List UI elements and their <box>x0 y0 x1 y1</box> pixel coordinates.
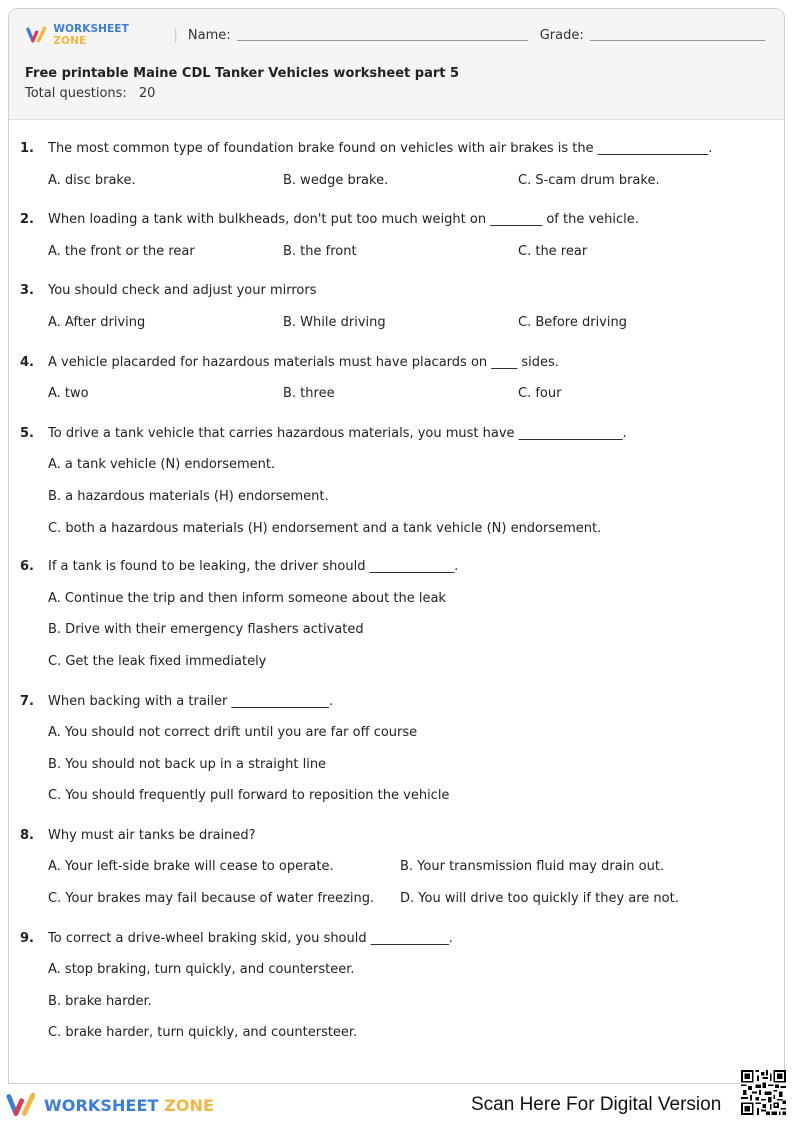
question-text: When backing with a trailer _______________. <box>48 694 334 709</box>
worksheet-card <box>8 8 785 1084</box>
option-c[interactable]: C. Get the leak fixed immediately <box>48 654 267 669</box>
option-c[interactable]: C. Your brakes may fail because of water freezing. <box>48 891 375 906</box>
option-c[interactable]: C. Before driving <box>518 315 627 330</box>
question-text: To correct a drive-wheel braking skid, you should ____________. <box>48 931 453 946</box>
worksheetzone-logo-icon <box>26 26 49 44</box>
brand-logo <box>26 23 162 47</box>
qr-code-icon[interactable] <box>741 1070 786 1115</box>
total-questions-label: Total questions: <box>25 86 127 101</box>
option-a[interactable]: A. disc brake. <box>48 173 136 188</box>
option-c[interactable]: C. both a hazardous materials (H) endorsement and a tank vehicle (N) endorsement. <box>48 521 602 536</box>
worksheetzone-logo-icon <box>6 1092 40 1118</box>
option-b[interactable]: B. You should not back up in a straight line <box>48 757 327 772</box>
grade-label: Grade: <box>539 27 584 43</box>
option-b[interactable]: B. brake harder. <box>48 994 152 1009</box>
footer-brand-name: WORKSHEET ZONE <box>44 1095 215 1115</box>
question-text: You should check and adjust your mirrors <box>48 283 317 298</box>
option-a[interactable]: A. After driving <box>48 315 146 330</box>
option-a[interactable]: A. a tank vehicle (N) endorsement. <box>48 457 276 472</box>
brand-name: WORKSHEET ZONE <box>53 23 129 47</box>
worksheet-title: Free printable Maine CDL Tanker Vehicles worksheet part 5 <box>25 66 460 81</box>
option-c[interactable]: C. brake harder, turn quickly, and countersteer. <box>48 1025 358 1040</box>
footer-brand-logo <box>6 1092 214 1118</box>
option-c[interactable]: C. the rear <box>518 244 588 259</box>
option-b[interactable]: B. wedge brake. <box>283 173 389 188</box>
question-number: 9. <box>20 931 34 946</box>
total-questions <box>25 86 155 101</box>
question-text: Why must air tanks be drained? <box>48 828 256 843</box>
option-a[interactable]: A. two <box>48 386 89 401</box>
question-text: A vehicle placarded for hazardous materials must have placards on ____ sides. <box>48 355 559 370</box>
question-number: 8. <box>20 828 34 843</box>
option-b[interactable]: B. the front <box>283 244 357 259</box>
question-text: To drive a tank vehicle that carries hazardous materials, you must have ________________. <box>48 426 627 441</box>
question-text: If a tank is found to be leaking, the driver should _____________. <box>48 559 459 574</box>
header-row <box>26 25 765 45</box>
option-b[interactable]: B. While driving <box>283 315 386 330</box>
option-c[interactable]: C. four <box>518 386 562 401</box>
option-a[interactable]: A. stop braking, turn quickly, and countersteer. <box>48 962 355 977</box>
question-number: 5. <box>20 426 34 441</box>
option-a[interactable]: A. Continue the trip and then inform someone about the leak <box>48 591 446 606</box>
option-a[interactable]: A. Your left-side brake will cease to operate. <box>48 859 334 874</box>
option-b[interactable]: B. a hazardous materials (H) endorsement. <box>48 489 329 504</box>
name-field[interactable] <box>237 29 528 41</box>
option-c[interactable]: C. You should frequently pull forward to reposition the vehicle <box>48 788 450 803</box>
worksheet-header <box>9 9 784 120</box>
grade-field[interactable] <box>590 29 765 41</box>
option-d[interactable]: D. You will drive too quickly if they are not. <box>400 891 679 906</box>
scan-text: Scan Here For Digital Version <box>471 1094 722 1115</box>
question-text: When loading a tank with bulkheads, don't put too much weight on ________ of the vehicle. <box>48 212 639 227</box>
option-b[interactable]: B. Drive with their emergency flashers activated <box>48 622 364 637</box>
question-number: 6. <box>20 559 34 574</box>
option-a[interactable]: A. You should not correct drift until you are far off course <box>48 725 418 740</box>
question-number: 7. <box>20 694 34 709</box>
option-a[interactable]: A. the front or the rear <box>48 244 195 259</box>
question-number: 1. <box>20 141 34 156</box>
option-b[interactable]: B. three <box>283 386 335 401</box>
option-c[interactable]: C. S-cam drum brake. <box>518 173 660 188</box>
question-number: 4. <box>20 355 34 370</box>
name-label: Name: <box>187 27 231 43</box>
question-text: The most common type of foundation brake found on vehicles with air brakes is the _________________. <box>48 141 713 156</box>
total-questions-value: 20 <box>138 86 156 101</box>
question-number: 2. <box>20 212 34 227</box>
question-number: 3. <box>20 283 34 298</box>
option-b[interactable]: B. Your transmission fluid may drain out. <box>400 859 665 874</box>
divider: | <box>173 27 178 43</box>
